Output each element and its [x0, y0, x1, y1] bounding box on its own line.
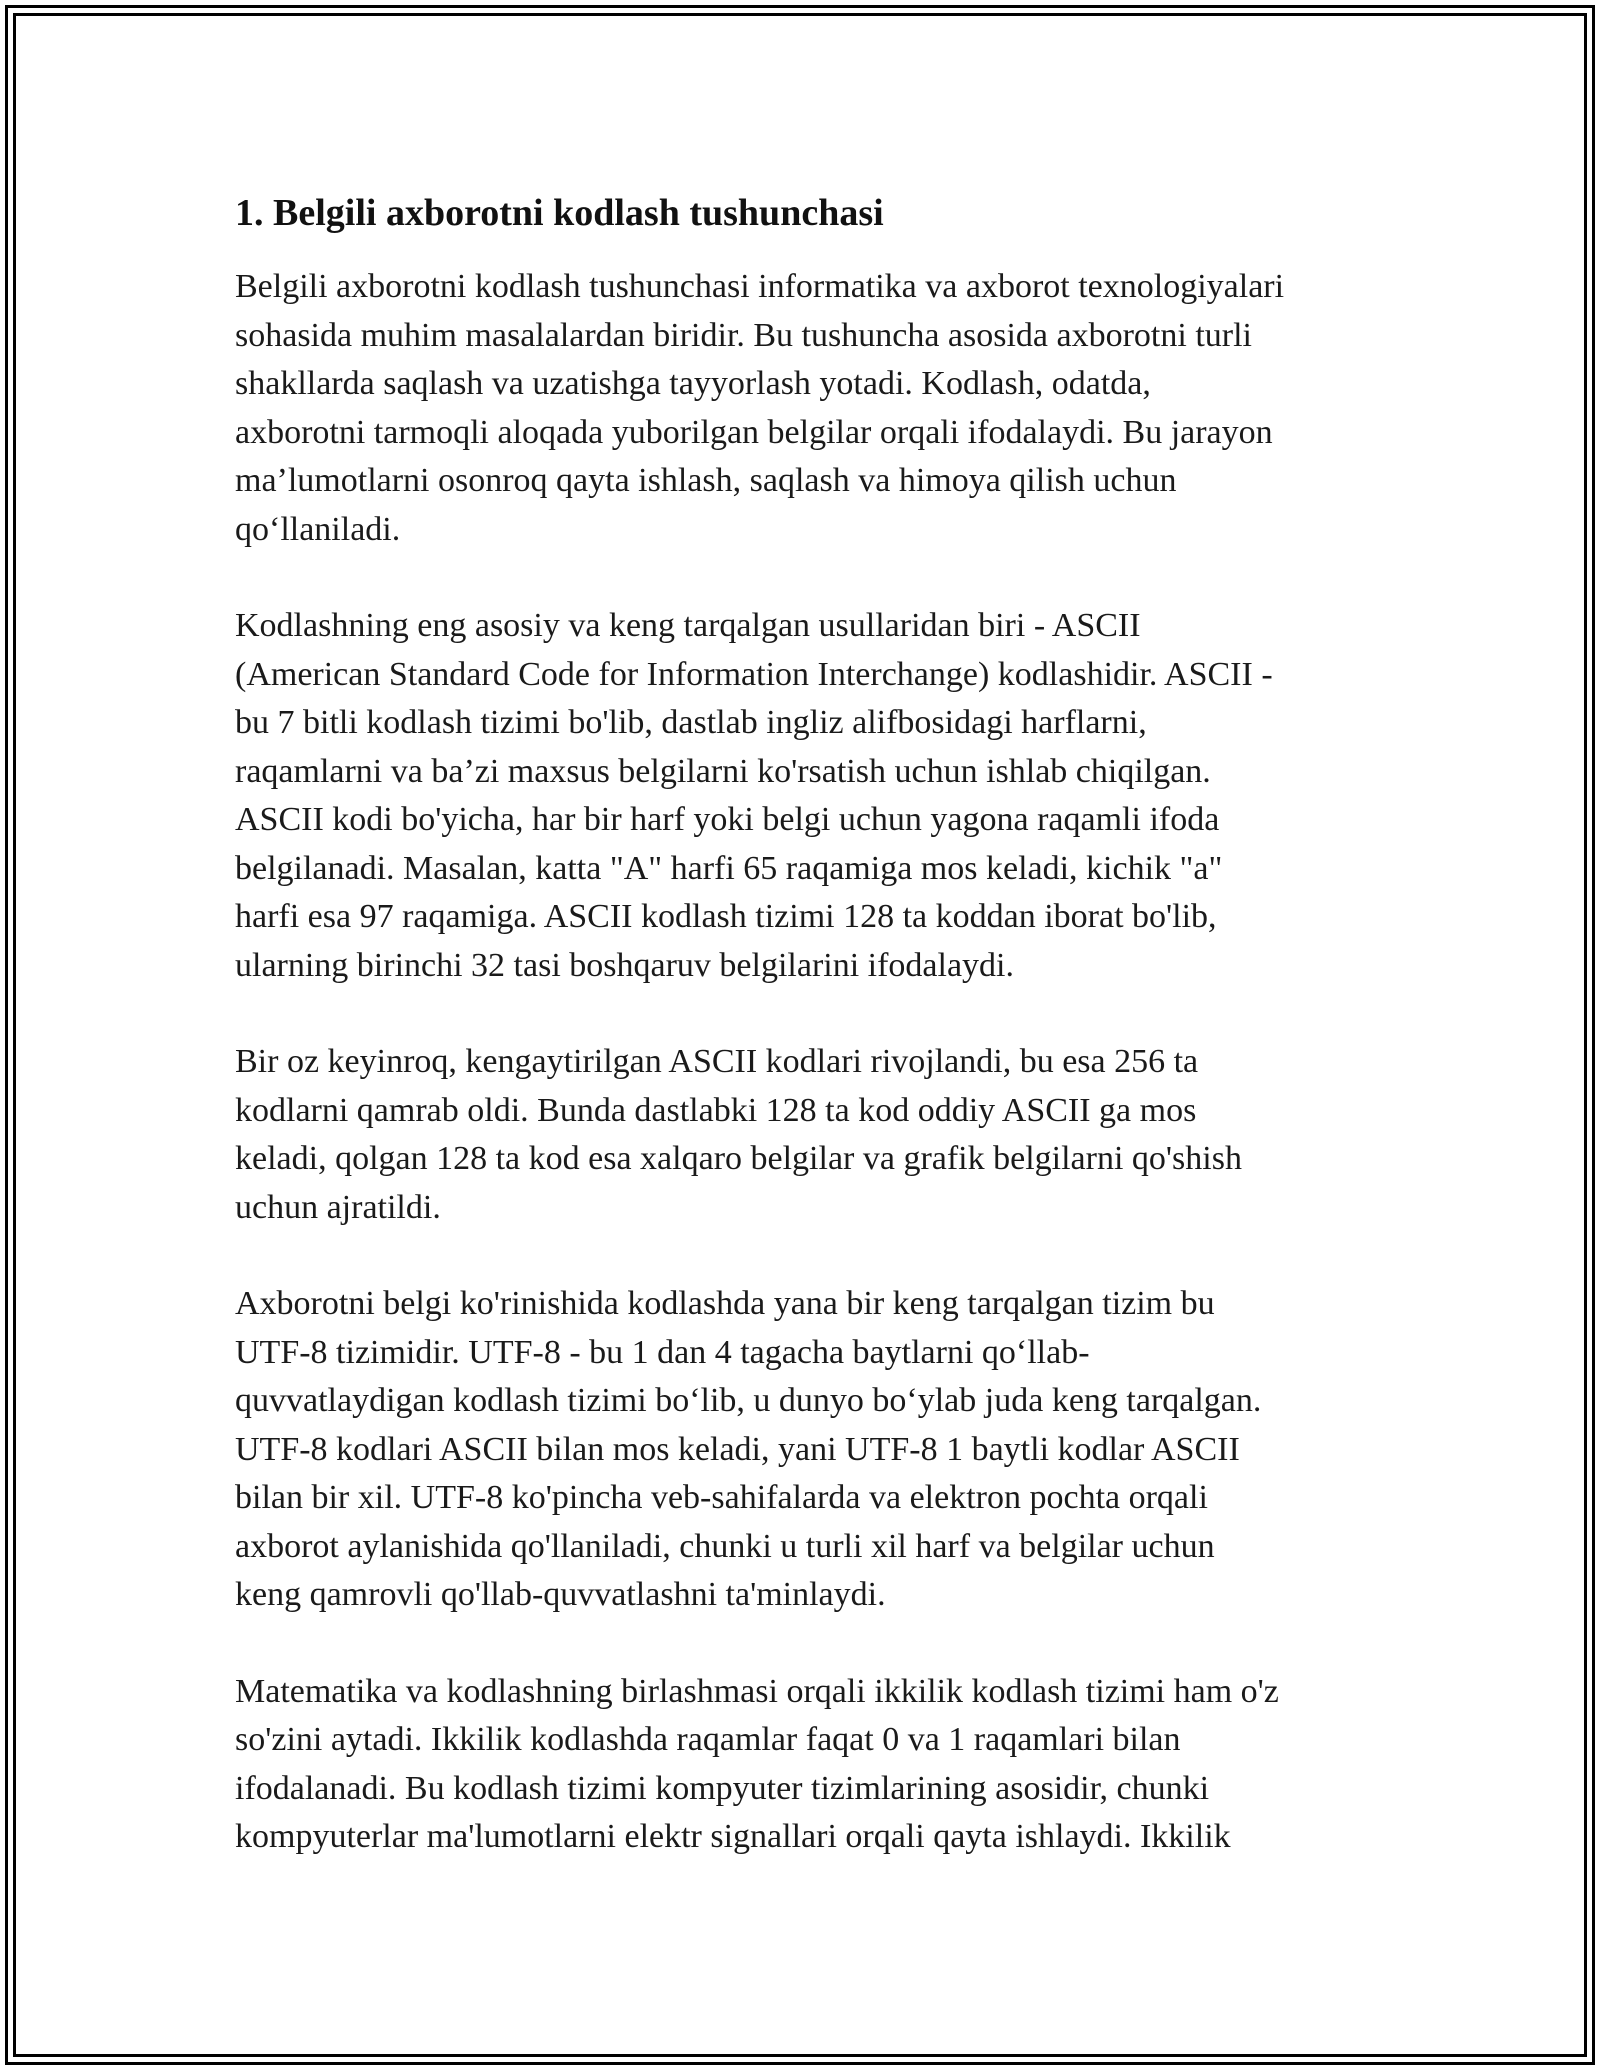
text-line: raqamlarni va ba’zi maxsus belgilarni ko'rsatish uchun ishlab chiqilgan.: [235, 752, 1211, 790]
text-line: uchun ajratildi.: [235, 1188, 441, 1226]
text-line: shakllarda saqlash va uzatishga tayyorlash yotadi. Kodlash, odatda,: [235, 365, 1151, 402]
text-line: Matematika va kodlashning birlashmasi orqali ikkilik kodlash tizimi ham o'z: [235, 1672, 1279, 1710]
text-line: so'zini aytadi. Ikkilik kodlashda raqamlar faqat 0 va 1 raqamlari bilan: [235, 1721, 1181, 1758]
text-line: ASCII kodi bo'yicha, har bir harf yoki belgi uchun yagona raqamli ifoda: [235, 801, 1220, 838]
text-line: (American Standard Code for Information Interchange) kodlashidir. ASCII -: [235, 655, 1273, 693]
text-line: harfi esa 97 raqamiga. ASCII kodlash tizimi 128 ta koddan iborat bo'lib,: [235, 898, 1217, 935]
text-line: kompyuterlar ma'lumotlarni elektr signallari orqali qayta ishlaydi. Ikkilik: [235, 1818, 1231, 1855]
text-line: bilan bir xil. UTF-8 ko'pincha veb-sahifalarda va elektron pochta orqali: [235, 1479, 1208, 1516]
text-line: sohasida muhim masalalardan biridir. Bu tushuncha asosida axborotni turli: [235, 316, 1252, 354]
paragraph: [235, 263, 1375, 554]
document-body: [235, 185, 1375, 1910]
paragraph: [235, 1280, 1375, 1620]
text-line: axborotni tarmoqli aloqada yuborilgan belgilar orqali ifodalaydi. Bu jarayon: [235, 413, 1273, 451]
text-line: keladi, qolgan 128 ta kod esa xalqaro belgilar va grafik belgilarni qo'shish: [235, 1140, 1242, 1177]
paragraph: [235, 602, 1375, 990]
paragraph: [235, 1668, 1375, 1862]
text-line: ma’lumotlarni osonroq qayta ishlash, saqlash va himoya qilish uchun: [235, 462, 1177, 499]
text-line: ifodalanadi. Bu kodlash tizimi kompyuter tizimlarining asosidir, chunki: [235, 1769, 1210, 1807]
text-line: belgilanadi. Masalan, katta "A" harfi 65 raqamiga mos keladi, kichik "a": [235, 849, 1223, 887]
text-line: axborot aylanishida qo'llaniladi, chunki u turli xil harf va belgilar uchun: [235, 1527, 1215, 1565]
text-line: quvvatlaydigan kodlash tizimi bo‘lib, u dunyo bo‘ylab juda keng tarqalgan.: [235, 1382, 1262, 1419]
text-line: Kodlashning eng asosiy va keng tarqalgan usullaridan biri - ASCII: [235, 607, 1141, 644]
text-line: qo‘llaniladi.: [235, 510, 401, 548]
text-line: bu 7 bitli kodlash tizimi bo'lib, dastlab ingliz alifbosidagi harflarni,: [235, 704, 1147, 741]
text-line: keng qamrovli qo'llab-quvvatlashni ta'minlaydi.: [235, 1576, 886, 1613]
text-line: kodlarni qamrab oldi. Bunda dastlabki 128 ta kod oddiy ASCII ga mos: [235, 1091, 1197, 1129]
text-line: Belgili axborotni kodlash tushunchasi informatika va axborot texnologiyalari: [235, 268, 1285, 305]
section-heading: 1. Belgili axborotni kodlash tushunchasi: [235, 192, 884, 234]
text-line: Bir oz keyinroq, kengaytirilgan ASCII kodlari rivojlandi, bu esa 256 ta: [235, 1043, 1199, 1080]
text-line: UTF-8 tizimidir. UTF-8 - bu 1 dan 4 tagacha baytlarni qo‘llab-: [235, 1333, 1090, 1371]
text-line: Axborotni belgi ko'rinishida kodlashda yana bir keng tarqalgan tizim bu: [235, 1285, 1215, 1322]
paragraph: [235, 1038, 1375, 1232]
text-line: UTF-8 kodlari ASCII bilan mos keladi, yani UTF-8 1 baytli kodlar ASCII: [235, 1430, 1240, 1468]
text-line: ularning birinchi 32 tasi boshqaruv belgilarini ifodalaydi.: [235, 946, 1014, 984]
